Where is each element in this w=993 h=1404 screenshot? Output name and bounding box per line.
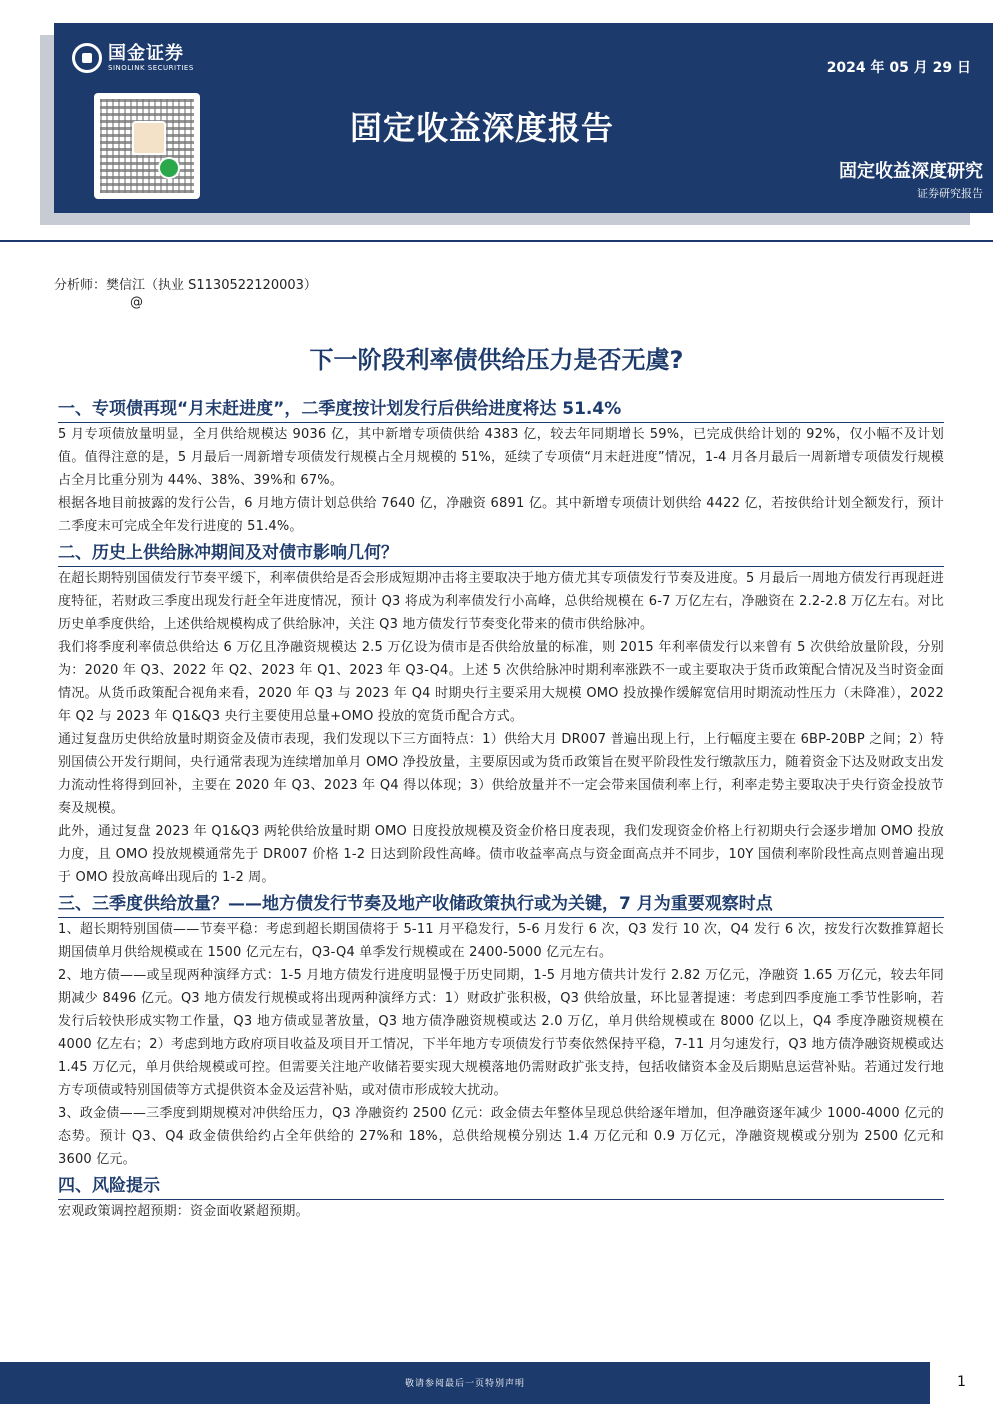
paragraph: 宏观政策调控超预期：资金面收紧超预期。 — [58, 1204, 309, 1219]
section-heading: 三、三季度供给放量？——地方债发行节奏及地产收储政策执行或为关键，7 月为重要观察时点 — [58, 891, 944, 918]
paragraph: 此外，通过复盘 2023 年 Q1&Q3 两轮供给放量时期 OMO 日度投放规模及资金价格日度表现，我们发现资金价格上行初期央行会逐步增加 OMO 投放力度，且 OMO 投放规模通常先于 DR007 价格 1-2 日达到阶段性高峰。债市收益率高点与资金面高点并不同步，10Y 国债利率阶段性高点则普遍出现于 OMO 投放高峰出现后的 1-2 周。 — [58, 824, 944, 885]
report-subtitle: 固定收益深度研究 — [839, 161, 983, 182]
paragraph: 2、地方债——或呈现两种演绎方式：1-5 月地方债发行进度明显慢于历史同期，1-5 月地方债共计发行 2.82 万亿元，净融资 1.65 万亿元，较去年同期减少 8496 亿元。Q3 地方债发行规模或将出现两种演绎方式：1）财政扩张积极，Q3 供给放量，环比显著提速：考虑到四季度施工季节性影响，若发行后较快形成实物工作量，Q3 地方债或显著放量，Q3 地方债净融资规模或达 2.0 万亿，单月供给规模或在 8000 亿以上，Q4 季度净融资规模在 4000 亿左右；2）考虑到地方政府项目收益及项目开工情况，下半年地方专项债发行节奏依然保持平稳，7-11 月匀速发行，Q3 地方债净融资规模或达 1.45 万亿元，单月供给规模或可控。但需要关注地产收储若要实现大规模落地仍需财政扩张支持，包括收储资本金及后期贴息运营补贴。若通过发行地方专项债或特别国债等方式提供资本金及运营补贴，或对债市形成较大扰动。 — [58, 968, 944, 1098]
footer-disclaimer: 敬请参阅最后一页特别声明 — [404, 1379, 525, 1389]
logo-cn: 国金证券 — [108, 42, 184, 64]
document-title: 下一阶段利率债供给压力是否无虞? — [309, 346, 684, 374]
logo-mark-icon — [72, 43, 102, 73]
section-heading: 四、风险提示 — [58, 1173, 944, 1200]
analyst-line: 分析师：樊信江（执业 S1130522120003） — [54, 278, 317, 293]
qr-code-icon — [94, 93, 200, 199]
header-divider — [0, 240, 993, 242]
paragraph: 根据各地目前披露的发行公告，6 月地方债计划总供给 7640 亿，净融资 6891 亿。其中新增专项债计划供给 4422 亿，若按供给计划全额发行，预计二季度末可完成全年发行进度的 51.4%。 — [58, 496, 944, 534]
report-type-title: 固定收益深度报告 — [350, 109, 615, 147]
company-logo — [72, 43, 194, 73]
paragraph: 通过复盘历史供给放量时期资金及债市表现，我们发现以下三方面特点：1）供给大月 DR007 普遍出现上行，上行幅度主要在 6BP-20BP 之间；2）特别国债公开发行期间，央行通常表现为连续增加单月 OMO 净投放量，主要原因或为货币政策旨在熨平阶段性发行缴款压力，随着资金下达及财政支出发力流动性将得到回补，主要在 2020 年 Q3、2023 年 Q4 得以体现；3）供给放量并不一定会带来国债利率上行，利率走势主要取决于央行资金投放节奏及规模。 — [58, 732, 944, 816]
report-header — [54, 23, 993, 213]
logo-en: SINOLINK SECURITIES — [108, 63, 194, 72]
report-subtitle-small: 证券研究报告 — [917, 187, 983, 200]
analyst-email: @ — [130, 295, 143, 310]
page-number: 1 — [957, 1374, 966, 1390]
paragraph: 我们将季度利率债总供给达 6 万亿且净融资规模达 2.5 万亿设为债市是否供给放量的标准，则 2015 年利率债发行以来曾有 5 次供给放量阶段，分别为：2020 年 Q3、2022 年 Q2、2023 年 Q1、2023 年 Q3-Q4。上述 5 次供给脉冲时期利率涨跌不一或主要取决于货币政策配合情况及当时资金面情况。从货币政策配合视角来看，2020 年 Q3 与 2023 年 Q4 时期央行主要采用大规模 OMO 投放操作缓解宽信用时期流动性压力（未降准），2022 年 Q2 与 2023 年 Q1&Q3 央行主要使用总量+OMO 投放的宽货币配合方式。 — [58, 640, 944, 724]
paragraph: 在超长期特别国债发行节奏平缓下，利率债供给是否会形成短期冲击将主要取决于地方债尤其专项债发行节奏及进度。5 月最后一周地方债发行再现赶进度特征，若财政三季度出现发行赶全年进度情况，预计 Q3 将成为利率债发行小高峰，总供给规模在 6-7 万亿左右，净融资在 2.2-2.8 万亿左右。对比历史单季度供给，上述供给规模构成了供给脉冲，关注 Q3 地方债发行节奏变化带来的债市供给脉冲。 — [58, 571, 944, 632]
section-heading: 二、历史上供给脉冲期间及对债市影响几何？ — [58, 540, 944, 567]
section-heading: 一、专项债再现“月末赶进度”，二季度按计划发行后供给进度将达 51.4% — [58, 396, 944, 423]
report-body — [58, 394, 944, 1223]
paragraph: 1、超长期特别国债——节奏平稳：考虑到超长期国债将于 5-11 月平稳发行，5-6 月发行 6 次，Q3 发行 10 次，Q4 发行 6 次，按发行次数推算超长期国债单月供给规模或在 1500 亿元左右，Q3-Q4 单季发行规模或在 2400-5000 亿元左右。 — [58, 922, 944, 960]
paragraph: 5 月专项债放量明显，全月供给规模达 9036 亿，其中新增专项债供给 4383 亿，较去年同期增长 59%，已完成供给计划的 92%，仅小幅不及计划值。值得注意的是，5 月最后一周新增专项债发行规模占全月规模的 51%，延续了专项债“月末赶进度”情况，1-4 月各月最后一周新增专项债发行规模占全月比重分别为 44%、38%、39%和 67%。 — [58, 427, 944, 488]
report-date: 2024 年 05 月 29 日 — [826, 60, 971, 76]
paragraph: 3、政金债——三季度到期规模对冲供给压力，Q3 净融资约 2500 亿元：政金债去年整体呈现总供给逐年增加，但净融资逐年减少 1000-4000 亿元的态势。预计 Q3、Q4 政金债供给约占全年供给的 27%和 18%，总供给规模分别达 1.4 万亿元和 0.9 万亿元，净融资规模或分别为 2500 亿元和 3600 亿元。 — [58, 1106, 944, 1167]
